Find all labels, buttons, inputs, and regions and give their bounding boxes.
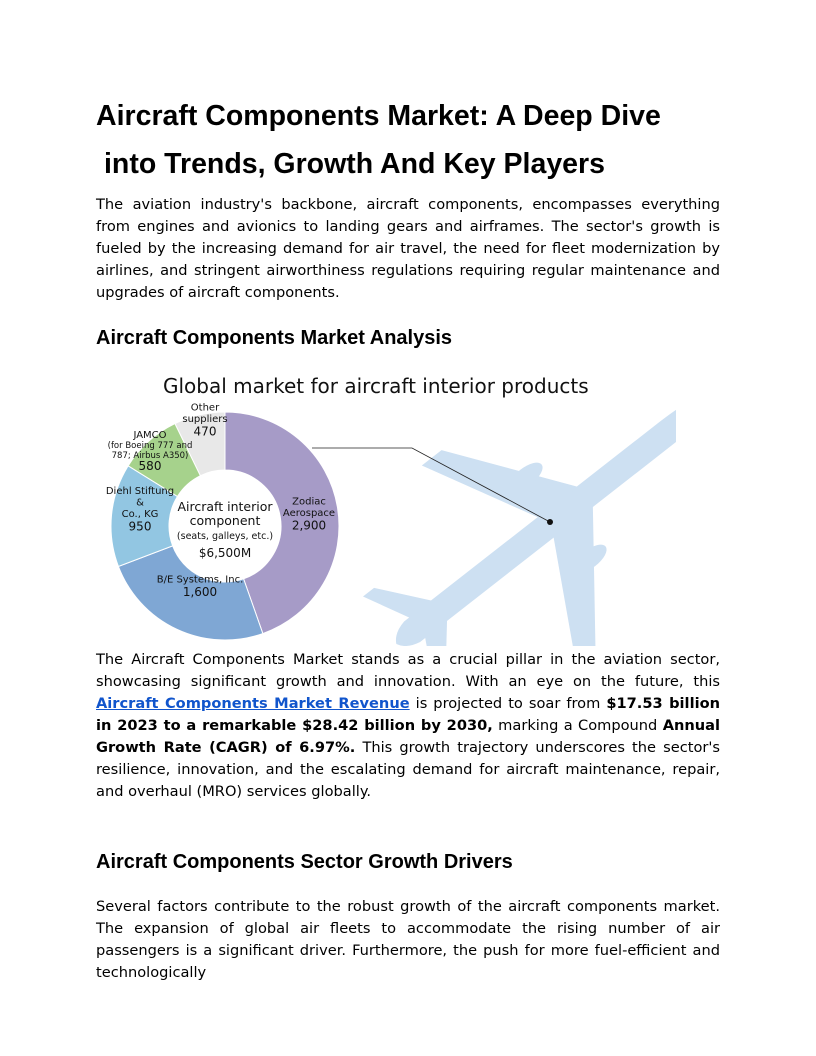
slice-value-4: 470 [193,424,217,439]
slice-label-0-line-1: Aerospace [282,508,336,519]
body1-part4: This growth trajectory underscores the sector's resilience, innovation, and the escalating demand for aircraft maintenance, repair, and overhaul (MRO) services globally. [96,739,720,800]
page-title-line-2: into Trends, Growth And Key Players [104,148,605,180]
body1-bold-cagr: Annual Growth Rate (CAGR) of 6.97%. [96,717,721,756]
intro-paragraph: The aviation industry's backbone, aircraft components, encompasses everything from engines and avionics to landing gears and airframes. The sector's growth is fueled by the increasing demand for air travel, the need for fleet modernization by airlines, and stringent airworthiness regulations requiring regular maintenance and upgrades of aircraft components. [96,196,720,301]
body1-part2: is projected to soar from [409,695,607,712]
slice-label-2-line-1: & [136,497,144,509]
market-revenue-paragraph [96,649,720,803]
slice-value-2: 950 [128,519,152,534]
market-share-donut-chart [96,366,676,646]
body1-bold-revenue: $17.53 billion in 2023 to a remarkable $28.42 billion by 2030, [96,695,720,734]
slice-value-1: 1,600 [182,584,218,599]
section-heading-analysis: Aircraft Components Market Analysis [96,327,453,349]
center-label-line-1: Aircraft interior [177,499,273,514]
airplane-icon [319,366,676,646]
slice-label-4-line-1: suppliers [182,414,228,425]
body1-part1: The Aircraft Components Market stands as a crucial pillar in the aviation sector, showcasing significant growth and innovation. With an eye on the future, this [96,651,720,690]
market-revenue-link[interactable]: Aircraft Components Market Revenue [96,695,410,712]
slice-value-3: 580 [138,459,162,473]
slice-label-3-line-1: (for Boeing 777 and [107,441,193,451]
slice-label-2-line-0: Diehl Stiftung [105,485,175,497]
leader-dot [547,519,553,525]
growth-drivers-paragraph: Several factors contribute to the robust growth of the aircraft components market. The expansion of global air fleets to accommodate the rising number of air passengers is a significant driver. Furthermore, the push for more fuel-efficient and technologically [96,898,720,981]
slice-label-1-line-0: B/E Systems, Inc. [156,574,244,586]
center-label-line-2: component [189,513,261,528]
slice-label-3-line-0: JAMCO [133,430,167,441]
slice-label-2-line-2: Co., KG [121,508,159,520]
chart-title: Global market for aircraft interior products [163,374,589,398]
slice-label-0-line-0: Zodiac [292,496,326,508]
center-label-line-3: (seats, galleys, etc.) [176,531,274,542]
slice-label-4-line-0: Other [190,402,220,414]
page-title-line-1: Aircraft Components Market: A Deep Dive [96,100,661,132]
center-total-value: $6,500M [198,546,252,560]
slice-label-3-line-2: 787; Airbus A350) [111,451,189,461]
section-heading-growth-drivers: Aircraft Components Sector Growth Drivers [96,851,513,873]
slice-value-0: 2,900 [291,518,327,533]
page-title [96,92,736,188]
body1-part3: marking a Compound [492,717,663,734]
